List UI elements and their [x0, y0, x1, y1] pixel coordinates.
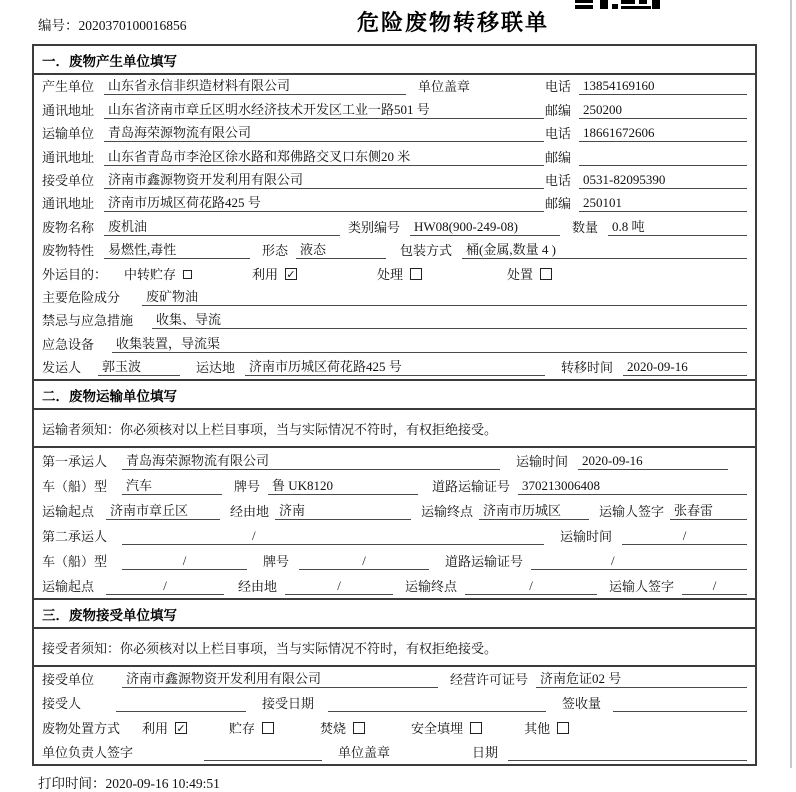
packing-label: 包装方式 — [400, 243, 453, 259]
vehicle-type-row — [34, 473, 755, 498]
via-value: 济南 — [275, 500, 411, 520]
transfer-storage-label: 中转贮存 — [124, 266, 177, 282]
form-state-value: 液态 — [296, 239, 386, 259]
treat-box — [410, 268, 422, 280]
transporter-unit-row — [34, 122, 755, 145]
road-permit-value: / — [531, 553, 747, 570]
receive-unit-label: 接受单位 — [42, 672, 95, 688]
responsible-sign-row — [34, 740, 755, 764]
signed-quantity-label: 签收量 — [562, 696, 602, 712]
disposal-method-label: 废物处置方式 — [42, 720, 121, 736]
transport-time-label: 运输时间 — [560, 529, 613, 545]
vehicle-type-label: 车（船）型 — [42, 479, 108, 495]
incinerate-label: 焚烧 — [320, 720, 347, 736]
receiver-person-label: 接受人 — [42, 696, 82, 712]
other-label: 其他 — [524, 720, 551, 736]
transport-time-label: 运输时间 — [516, 454, 569, 470]
storage-label: 贮存 — [229, 720, 256, 736]
dispose-label: 处置 — [507, 266, 534, 282]
plate-number-value: / — [299, 553, 429, 570]
responsible-sign-value — [204, 760, 322, 761]
emergency-measures-value: 收集、导流 — [152, 309, 747, 329]
road-permit-label: 道路运输证号 — [432, 479, 511, 495]
signed-quantity-value — [613, 711, 747, 712]
section-producer-header: 一．废物产生单位填写 — [34, 46, 755, 75]
transport-unit-value: 青岛海荣源物流有限公司 — [104, 122, 544, 142]
mailing-address-label: 通讯地址 — [42, 196, 95, 212]
page-edge-divider — [790, 0, 792, 768]
waste-property-label: 废物特性 — [42, 243, 95, 259]
postcode-value: 250200 — [579, 102, 747, 119]
mailing-address-value: 济南市历城区荷花路425 号 — [104, 192, 544, 212]
transfer-purpose-row — [34, 262, 755, 285]
receiver-person-row — [34, 691, 755, 715]
transporter-address-row — [34, 145, 755, 168]
emergency-measures-label: 禁忌与应急措施 — [42, 313, 134, 329]
unit-seal-label: 单位盖章 — [418, 79, 471, 95]
terminus-label: 运输终点 — [405, 579, 458, 595]
road-permit-label: 道路运输证号 — [445, 554, 524, 570]
destination-label: 运达地 — [196, 360, 236, 376]
terminus-value: / — [465, 578, 597, 595]
terminus-value: 济南市历城区 — [479, 500, 589, 520]
hazard-component-row — [34, 286, 755, 309]
origin-value: / — [106, 578, 224, 595]
second-carrier-label: 第二承运人 — [42, 529, 108, 545]
other-checkbox — [524, 718, 569, 737]
section-receiver — [32, 598, 757, 766]
producer-unit-row — [34, 75, 755, 98]
consignor-value: 郭玉波 — [98, 356, 180, 376]
phone-label: 电话 — [544, 126, 571, 142]
transporter-notice: 运输者须知：你必须核对以上栏目事项，当与实际情况不符时，有权拒绝接受。 — [34, 410, 755, 448]
incinerate-checkbox — [320, 718, 365, 737]
dispose-checkbox — [507, 264, 552, 283]
postcode-label: 邮编 — [544, 149, 571, 165]
utilize-box: ✓ — [176, 721, 186, 735]
license-number-label: 经营许可证号 — [450, 672, 529, 688]
second-carrier-row — [34, 523, 755, 548]
transport-unit-label: 运输单位 — [42, 126, 95, 142]
transfer-time-label: 转移时间 — [561, 360, 614, 376]
packing-value: 桶(金属,数量 4 ) — [462, 239, 747, 259]
transport-time-value: / — [622, 528, 747, 545]
section-transporter — [32, 379, 757, 600]
waste-name-label: 废物名称 — [42, 219, 95, 235]
print-time-label: 打印时间： — [38, 775, 106, 791]
receiver-unit-row — [34, 169, 755, 192]
hazard-component-label: 主要危险成分 — [42, 289, 121, 305]
incinerate-box — [353, 722, 365, 734]
utilize-label: 利用 — [252, 266, 279, 282]
mailing-address-label: 通讯地址 — [42, 102, 95, 118]
emergency-equipment-value: 收集装置，导流渠 — [112, 333, 747, 353]
route-row-2 — [34, 573, 755, 598]
via-value: / — [285, 578, 393, 595]
consignor-label: 发运人 — [42, 360, 82, 376]
postcode-value: 250101 — [579, 195, 747, 212]
transport-time-value: 2020-09-16 — [578, 453, 728, 470]
postcode-label: 邮编 — [544, 196, 571, 212]
transfer-storage-checkbox — [124, 264, 192, 283]
document-header — [0, 0, 796, 46]
producer-unit-value: 山东省永信非织造材料有限公司 — [104, 75, 406, 95]
receive-date-label: 接受日期 — [262, 696, 315, 712]
transporter-sign-value: 张春雷 — [670, 500, 747, 520]
disposal-method-row — [34, 715, 755, 739]
form-state-label: 形态 — [262, 243, 289, 259]
transporter-sign-label: 运输人签字 — [599, 504, 665, 520]
utilize-box: ✓ — [286, 267, 296, 281]
storage-box — [262, 722, 274, 734]
postcode-value — [579, 165, 747, 166]
treat-label: 处理 — [377, 266, 404, 282]
utilize-checkbox — [142, 718, 187, 737]
destination-value: 济南市历城区荷花路425 号 — [245, 356, 545, 376]
mailing-address-value: 山东省济南市章丘区明水经济技术开发区工业一路501 号 — [104, 99, 544, 119]
vehicle-type-row-2 — [34, 548, 755, 573]
vehicle-type-value: / — [122, 553, 247, 570]
section-receiver-header: 三．废物接受单位填写 — [34, 600, 755, 629]
receiver-notice: 接受者须知：你必须核对以上栏目事项，当与实际情况不符时，有权拒绝接受。 — [34, 629, 755, 667]
receive-unit-row — [34, 667, 755, 691]
landfill-checkbox — [411, 718, 482, 737]
second-carrier-value: / — [122, 528, 544, 545]
postcode-label: 邮编 — [544, 102, 571, 118]
phone-value: 13854169160 — [579, 78, 747, 95]
serial-value: 2020370100016856 — [78, 18, 187, 33]
waste-property-value: 易燃性,毒性 — [104, 239, 250, 259]
utilize-checkbox — [252, 264, 297, 283]
quantity-label: 数量 — [572, 219, 599, 235]
vehicle-type-value: 汽车 — [122, 475, 222, 495]
receiver-unit-label: 接受单位 — [42, 172, 95, 188]
mailing-address-value: 山东省青岛市李沧区徐水路和郑佛路交叉口东侧20 米 — [104, 146, 544, 166]
unit-seal-label: 单位盖章 — [338, 744, 391, 760]
date-value — [508, 760, 747, 761]
category-code-value: HW08(900-249-08) — [410, 219, 560, 236]
print-time — [38, 772, 796, 792]
utilize-label: 利用 — [142, 720, 169, 736]
phone-label: 电话 — [544, 172, 571, 188]
print-time-value: 2020-09-16 10:49:51 — [105, 775, 220, 791]
qr-code-icon — [575, 0, 660, 10]
waste-property-row — [34, 239, 755, 262]
receiver-unit-value: 济南市鑫源物资开发利用有限公司 — [104, 169, 544, 189]
section-producer — [32, 44, 757, 381]
emergency-equipment-row — [34, 332, 755, 355]
other-box — [557, 722, 569, 734]
manifest-form — [32, 44, 757, 766]
section-transporter-header: 二．废物运输单位填写 — [34, 381, 755, 410]
via-label: 经由地 — [230, 504, 270, 520]
treat-checkbox — [377, 264, 422, 283]
quantity-value: 0.8 吨 — [608, 216, 747, 236]
transfer-storage-box — [183, 270, 192, 279]
first-carrier-row — [34, 448, 755, 473]
hazard-component-value: 废矿物油 — [142, 286, 747, 306]
date-label: 日期 — [472, 744, 499, 760]
dispose-box — [540, 268, 552, 280]
page-title: 危险废物转移联单 — [356, 10, 549, 35]
first-carrier-label: 第一承运人 — [42, 454, 108, 470]
phone-value: 18661672606 — [579, 125, 747, 142]
origin-value: 济南市章丘区 — [106, 500, 220, 520]
plate-number-label: 牌号 — [234, 479, 261, 495]
origin-label: 运输起点 — [42, 504, 95, 520]
road-permit-value: 370213006408 — [518, 478, 747, 495]
mailing-address-label: 通讯地址 — [42, 149, 95, 165]
serial-label: 编号： — [38, 18, 79, 33]
emergency-measures-row — [34, 309, 755, 332]
route-row — [34, 498, 755, 523]
via-label: 经由地 — [238, 579, 278, 595]
receive-date-value — [328, 711, 546, 712]
landfill-box — [470, 722, 482, 734]
vehicle-type-label: 车（船）型 — [42, 554, 108, 570]
phone-label: 电话 — [544, 79, 571, 95]
phone-value: 0531-82095390 — [579, 172, 747, 189]
consignor-row — [34, 356, 755, 379]
waste-name-row — [34, 215, 755, 238]
origin-label: 运输起点 — [42, 579, 95, 595]
emergency-equipment-label: 应急设备 — [42, 336, 95, 352]
receiver-person-value — [116, 711, 246, 712]
first-carrier-value: 青岛海荣源物流有限公司 — [122, 450, 500, 470]
receive-unit-value: 济南市鑫源物资开发利用有限公司 — [122, 668, 438, 688]
terminus-label: 运输终点 — [421, 504, 474, 520]
license-number-value: 济南危证02 号 — [536, 668, 747, 688]
waste-name-value: 废机油 — [104, 216, 340, 236]
responsible-sign-label: 单位负责人签字 — [42, 744, 134, 760]
transporter-sign-label: 运输人签字 — [609, 579, 675, 595]
producer-address-row — [34, 98, 755, 121]
storage-checkbox — [229, 718, 274, 737]
transporter-sign-value: / — [682, 578, 747, 595]
receiver-address-row — [34, 192, 755, 215]
transfer-time-value: 2020-09-16 — [623, 359, 747, 376]
producer-unit-label: 产生单位 — [42, 79, 95, 95]
landfill-label: 安全填埋 — [411, 720, 464, 736]
plate-number-value: 鲁 UK8120 — [268, 475, 418, 495]
plate-number-label: 牌号 — [263, 554, 290, 570]
transfer-purpose-label: 外运目的： — [42, 266, 108, 282]
category-code-label: 类别编号 — [348, 219, 401, 235]
